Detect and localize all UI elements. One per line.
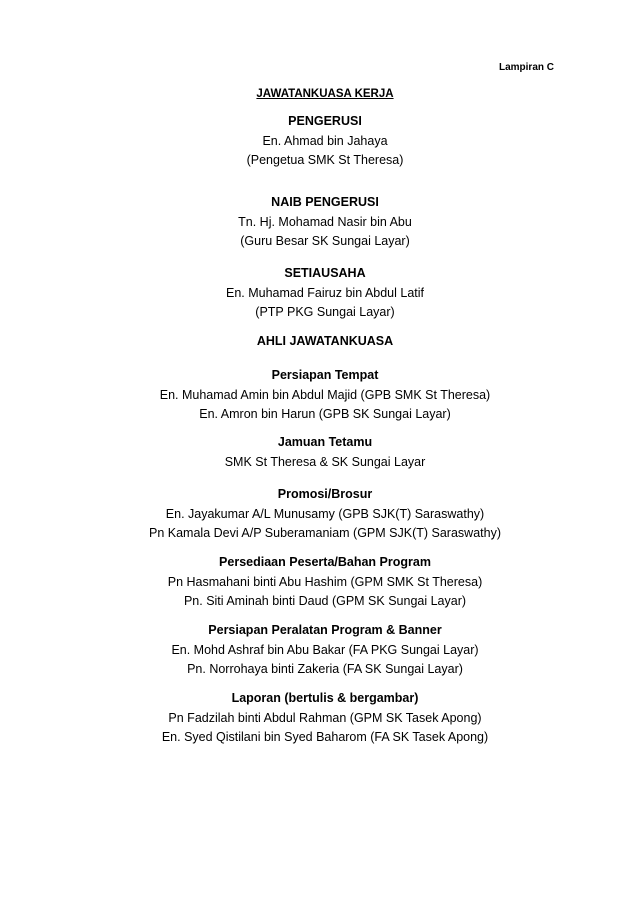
member-line: En. Amron bin Harun (GPB SK Sungai Layar) bbox=[199, 407, 451, 421]
appendix-label: Lampiran C bbox=[498, 62, 554, 73]
section-peralatan bbox=[0, 621, 638, 680]
section-heading: Persediaan Peserta/Bahan Program bbox=[219, 555, 431, 569]
section-promosi bbox=[0, 485, 638, 544]
member-line: Pn Hasmahani binti Abu Hashim (GPM SMK St Theresa) bbox=[167, 574, 483, 589]
member-line: Pn Kamala Devi A/P Suberamaniam (GPM SJK(T) Saraswathy) bbox=[149, 526, 501, 540]
section-heading: Jamuan Tetamu bbox=[277, 435, 373, 449]
section-heading: Promosi/Brosur bbox=[277, 487, 373, 501]
section-jamuan bbox=[0, 433, 638, 472]
section-ahli bbox=[0, 332, 638, 352]
member-role: (PTP PKG Sungai Layar) bbox=[255, 305, 395, 319]
member-line: SMK St Theresa & SK Sungai Layar bbox=[224, 454, 426, 469]
section-heading: AHLI JAWATANKUASA bbox=[256, 334, 394, 348]
member-role: (Pengetua SMK St Theresa) bbox=[246, 153, 404, 167]
member-line: En. Muhamad Amin bin Abdul Majid (GPB SMK St Theresa) bbox=[159, 387, 491, 402]
member-line: En. Syed Qistilani bin Syed Baharom (FA SK Tasek Apong) bbox=[161, 730, 489, 744]
section-heading: NAIB PENGERUSI bbox=[271, 195, 379, 209]
section-laporan bbox=[0, 689, 638, 748]
section-heading: Persiapan Peralatan Program & Banner bbox=[208, 623, 442, 637]
section-setiausaha bbox=[0, 264, 638, 323]
member-name: En. Ahmad bin Jahaya bbox=[262, 133, 388, 148]
section-heading: SETIAUSAHA bbox=[284, 266, 366, 280]
section-pengerusi bbox=[0, 112, 638, 171]
section-persediaan bbox=[0, 553, 638, 612]
section-heading: PENGERUSI bbox=[288, 114, 362, 128]
section-heading: Persiapan Tempat bbox=[271, 368, 379, 382]
section-naib-pengerusi bbox=[0, 193, 638, 252]
member-line: Pn. Siti Aminah binti Daud (GPM SK Sungai Layar) bbox=[183, 594, 467, 608]
member-line: Pn Fadzilah binti Abdul Rahman (GPM SK Tasek Apong) bbox=[168, 710, 482, 725]
section-heading: Laporan (bertulis & bergambar) bbox=[231, 691, 419, 705]
page-title: JAWATANKUASA KERJA bbox=[256, 88, 394, 100]
member-line: Pn. Norrohaya binti Zakeria (FA SK Sungai Layar) bbox=[187, 662, 463, 676]
section-persiapan-tempat bbox=[0, 366, 638, 425]
member-role: (Guru Besar SK Sungai Layar) bbox=[240, 234, 410, 248]
member-line: En. Mohd Ashraf bin Abu Bakar (FA PKG Sungai Layar) bbox=[171, 642, 479, 657]
member-name: Tn. Hj. Mohamad Nasir bin Abu bbox=[238, 214, 412, 229]
member-name: En. Muhamad Fairuz bin Abdul Latif bbox=[225, 285, 425, 300]
member-line: En. Jayakumar A/L Munusamy (GPB SJK(T) Saraswathy) bbox=[165, 506, 485, 521]
